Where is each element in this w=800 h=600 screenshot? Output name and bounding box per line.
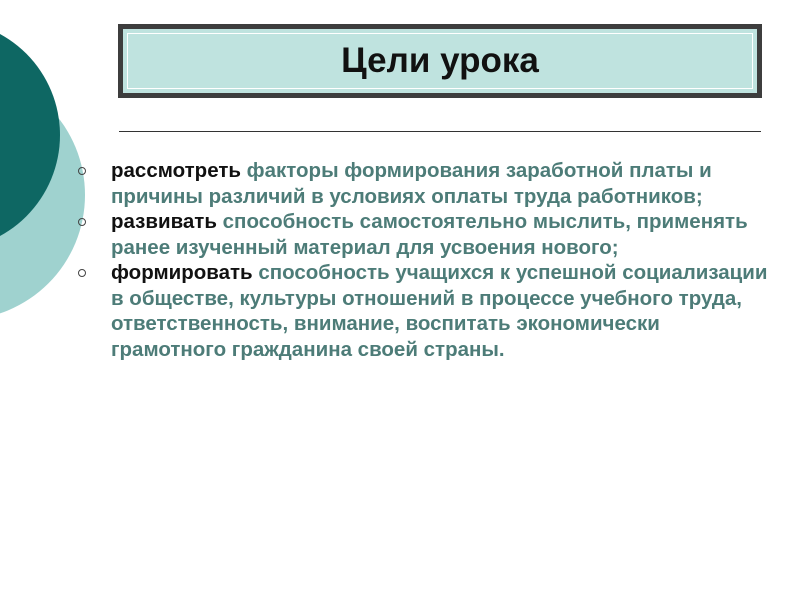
circle-bullet-icon <box>78 167 86 175</box>
circle-bullet-icon <box>78 269 86 277</box>
goal-keyword: рассмотреть <box>111 159 241 182</box>
divider-line <box>119 131 761 132</box>
goal-text: способность учащихся к успешной социализации в обществе, культуры отношений в процессе учебного труда, ответственность, внимание, воспитать экономически грамотного гражданина своей страны. <box>111 261 768 361</box>
goal-keyword: развивать <box>111 210 217 233</box>
goal-text: способность самостоятельно мыслить, применять ранее изученный материал для усвоения нового; <box>111 210 748 259</box>
slide-title: Цели урока <box>341 41 539 80</box>
goal-item <box>78 209 778 260</box>
circle-bullet-icon <box>78 218 86 226</box>
goal-keyword: формировать <box>111 261 253 284</box>
goal-text: факторы формирования заработной платы и причины различий в условиях оплаты труда работников; <box>111 159 712 208</box>
title-box <box>118 24 762 98</box>
goal-item <box>78 260 778 362</box>
goals-list <box>78 158 778 362</box>
goal-item <box>78 158 778 209</box>
